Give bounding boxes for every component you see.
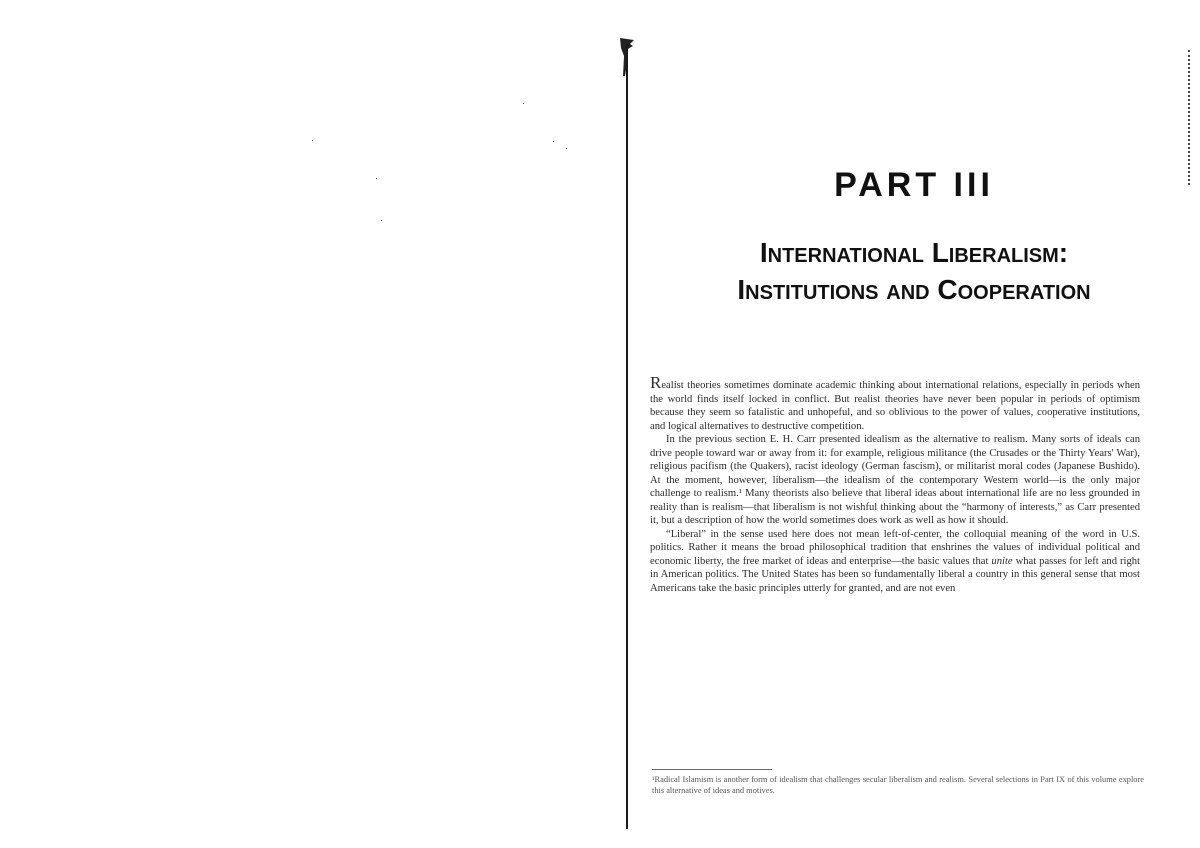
- scan-speck: [566, 148, 567, 149]
- paragraph-2: In the previous section E. H. Carr presented idealism as the alternative to realism. Many sorts of ideals can drive people toward war or away from it: for example, religious militance (the Crusades or the Thirty Years' War), religious pacifism (the Quakers), racist ideology (German fascism), or militarist moral codes (Japanese Bushido). At the moment, however, liberalism—the idealism of the contemporary Western world—is the only major challenge to realism.¹ Many theorists also believe that liberal ideas about international life are no less grounded in reality than is realism—that liberalism is not wishful thinking about the “harmony of interests,” as Carr presented it, but a description of how the world sometimes does work as well as how it should.: [650, 434, 1140, 526]
- paragraph-3-text-a: “Liberal” in the sense used here does not mean left-of-center, the colloquial meaning of the word in U.S. politics. Rather it means the broad philosophical tradition that enshrines the values of individual political and economic liberty, the free market of ideas and enterprise—the basic values that: [650, 528, 1140, 567]
- scan-speck: [553, 141, 554, 142]
- footnote-rule: [652, 769, 772, 770]
- paragraph-3-text-b: what passes for left and right in American politics. The United States has been so fundamentally liberal a country in this general sense that most Americans take the basic principles utterly for granted, and are not even: [650, 555, 1140, 594]
- right-page: [640, 0, 1188, 848]
- section-title-line-1: International Liberalism:: [759, 237, 1069, 268]
- scan-speck: [381, 220, 382, 221]
- scan-speck: [312, 140, 313, 141]
- section-title: [640, 234, 1188, 308]
- right-edge-scan-mark: [1188, 50, 1193, 185]
- paragraph-3: [650, 528, 1140, 596]
- paragraph-1: [650, 373, 1140, 433]
- scan-speck: [376, 178, 377, 179]
- drop-cap: R: [650, 373, 662, 392]
- emphasis-unite: unite: [991, 555, 1013, 567]
- section-title-line-2: Institutions and Cooperation: [737, 274, 1091, 305]
- paragraph-1-text: ealist theories sometimes dominate academic thinking about international relations, especially in periods when the world finds itself locked in conflict. But realist theories have never been popular in periods of optimism because they seem so fatalistic and unhopeful, and so oblivious to the power of values, cooperative institutions, and logical alternatives to destructive competition.: [650, 380, 1140, 432]
- body-text: [650, 373, 1140, 595]
- scan-speck: [523, 103, 524, 104]
- part-title: PART III: [834, 166, 994, 204]
- page-gutter-line: [626, 44, 628, 829]
- footnote: ¹Radical Islamism is another form of idealism that challenges secular liberalism and realism. Several selections in Part IX of this volume explore this alternative of ideas and motives.: [652, 775, 1144, 795]
